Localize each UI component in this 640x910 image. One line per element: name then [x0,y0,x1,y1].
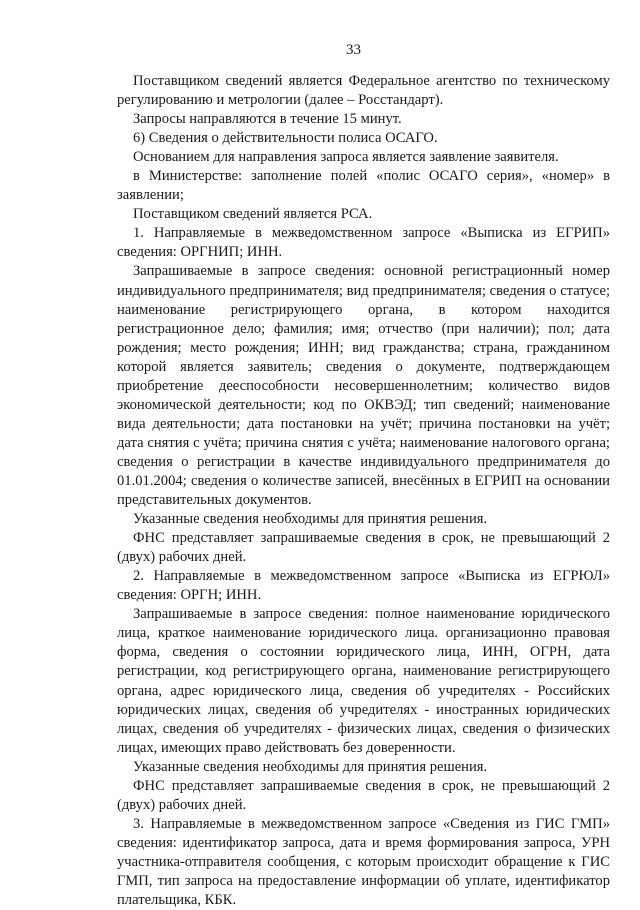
paragraph-supplier-rsa: Поставщиком сведений является РСА. [133,206,373,223]
paragraph-decision-note-2: Указанные сведения необходимы для принятия решения. [133,758,488,775]
paragraph-ministry-fields: в Министерстве: заполнение полей «полис ОСАГО серия», «номер» в заявлении; [117,168,610,204]
paragraph-osago-heading: 6) Сведения о действительности полиса ОСАГО. [133,130,438,147]
paragraph-egrip-fields: Запрашиваемые в запросе сведения: основной регистрационный номер индивидуального предпринимателя; вид предпринимателя; сведения о статусе; наименование регистрирующего органа, в котором находится регистрационное дело; фамилия; имя; отчество (при наличии); пол; дата рождения; место рождения; ИНН; вид гражданства; страна, гражданином которой является заявитель; сведения о документе, подтверждающем приобретение дееспособности несовершеннолетним; количество видов экономической деятельности; код по ОКВЭД; тип сведений; наименование вида деятельности; дата постановки на учёт; причина постановки на учёт; дата снятия с учёта; причина снятия с учёта; наименование налогового органа; сведения о регистрации в качестве индивидуального предпринимателя до 01.01.2004; сведения о количестве записей, внесённых в ЕГРИП на основании представительных документов. [117,263,610,509]
paragraph-gis-gmp-request: 3. Направляемые в межведомственном запросе «Сведения из ГИС ГМП» сведения: идентификатор запроса, дата и время формирования запроса, УРН участника-отправителя сообщения, с которым происходит обращение к ГИС ГМП, тип запроса на предоставление информации об уплате, идентификатор плательщика, КБК. [117,815,610,909]
paragraph-fns-deadline-2: ФНС представляет запрашиваемые сведения в срок, не превышающий 2 (двух) рабочих дней. [117,777,610,813]
paragraph-egrul-request: 2. Направляемые в межведомственном запросе «Выписка из ЕГРЮЛ» сведения: ОРГН; ИНН. [117,568,610,604]
paragraph-supplier-rosstandart: Поставщиком сведений является Федеральное агентство по техническому регулированию и метрологии (далее – Росстандарт). [117,73,610,109]
paragraph-request-time: Запросы направляются в течение 15 минут. [133,111,402,128]
paragraph-decision-note-1: Указанные сведения необходимы для принятия решения. [133,511,488,528]
paragraph-basis: Основанием для направления запроса является заявление заявителя. [133,149,559,166]
paragraph-egrul-fields: Запрашиваемые в запросе сведения: полное наименование юридического лица, краткое наименование юридического лица. организационно правовая форма, сведения о состоянии юридического лица, ИНН, ОГРН, дата регистрации, код регистрирующего органа, наименование регистрирующего органа, адрес юридического лица, сведения об учредителях - Российских юридических лицах, сведения об учредителях - иностранных юридических лицах, сведения об учредителях - физических лицах, сведения о физических лицах, имеющих право действовать без доверенности. [117,606,610,756]
page-number: 33 [346,42,361,58]
paragraph-egrip-request: 1. Направляемые в межведомственном запросе «Выписка из ЕГРИП» сведения: ОРГНИП; ИНН. [117,225,610,261]
paragraph-fns-deadline-1: ФНС представляет запрашиваемые сведения в срок, не превышающий 2 (двух) рабочих дней. [117,530,610,566]
